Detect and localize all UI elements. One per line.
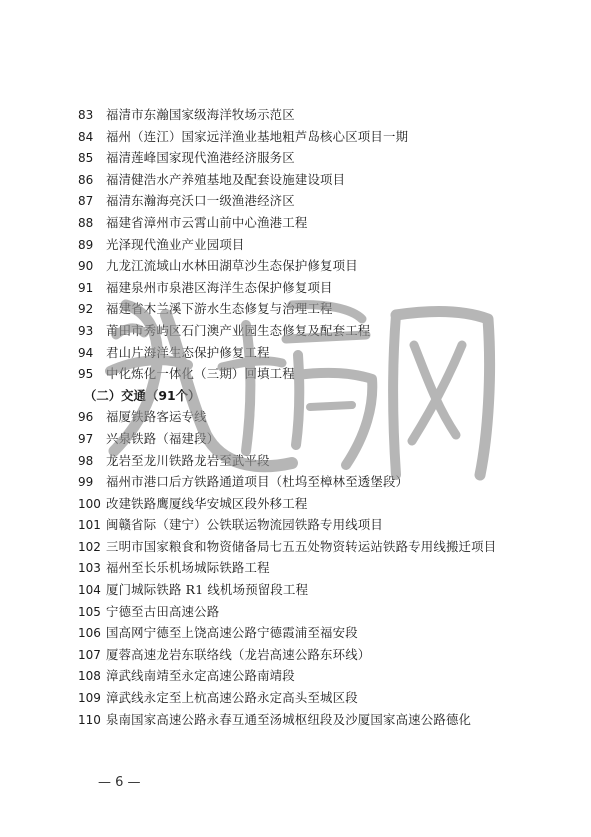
item-number: 109 xyxy=(78,691,101,706)
item-number: 87 xyxy=(78,194,94,209)
item-text: 漳武线永定至上杭高速公路永定高头至城区段 xyxy=(106,690,358,706)
list-item xyxy=(78,320,558,342)
list-item xyxy=(78,406,558,428)
project-list-part2 xyxy=(78,406,558,730)
item-number: 98 xyxy=(78,453,94,468)
item-text: 福州（连江）国家远洋渔业基地粗芦岛核心区项目一期 xyxy=(106,128,409,144)
list-item xyxy=(78,514,558,536)
item-text: 厦门城际铁路 R1 线机场预留段工程 xyxy=(106,582,309,598)
list-item xyxy=(78,493,558,515)
list-item xyxy=(78,363,558,385)
item-number: 91 xyxy=(78,280,94,295)
list-item xyxy=(78,147,558,169)
item-text: 君山片海洋生态保护修复工程 xyxy=(106,344,270,360)
item-number: 99 xyxy=(78,475,94,490)
list-item xyxy=(78,644,558,666)
item-text: 福州市港口后方铁路通道项目（杜坞至樟林至透堡段） xyxy=(106,474,409,490)
item-number: 110 xyxy=(78,712,101,727)
item-text: 泉南国家高速公路永春互通至汤城枢纽段及沙厦国家高速公路德化 xyxy=(106,711,472,727)
list-item xyxy=(78,687,558,709)
list-item xyxy=(78,169,558,191)
item-text: 福建泉州市泉港区海洋生态保护修复项目 xyxy=(106,279,333,295)
item-text: 莆田市秀屿区石门澳产业园生态修复及配套工程 xyxy=(106,322,371,338)
list-item xyxy=(78,342,558,364)
item-number: 88 xyxy=(78,215,94,230)
item-number: 93 xyxy=(78,323,94,338)
item-number: 90 xyxy=(78,259,94,274)
item-text: 兴泉铁路（福建段） xyxy=(106,430,220,446)
list-item xyxy=(78,428,558,450)
item-text: 国高网宁德至上饶高速公路宁德霞浦至福安段 xyxy=(106,625,358,641)
project-list-part1 xyxy=(78,104,558,385)
section-heading: （二）交通（91个） xyxy=(84,387,201,403)
item-text: 中化炼化一体化（三期）回填工程 xyxy=(106,366,295,382)
list-item xyxy=(78,126,558,148)
page-number: — 6 — xyxy=(98,775,141,790)
list-item xyxy=(78,471,558,493)
item-text: 福建省木兰溪下游水生态修复与治理工程 xyxy=(106,301,333,317)
item-text: 福建省漳州市云霄山前中心渔港工程 xyxy=(106,214,308,230)
list-item xyxy=(78,277,558,299)
list-item xyxy=(78,536,558,558)
item-text: 福清莲峰国家现代渔港经济服务区 xyxy=(106,150,295,166)
item-text: 光泽现代渔业产业园项目 xyxy=(106,236,245,252)
item-number: 101 xyxy=(78,518,101,533)
item-text: 宁德至古田高速公路 xyxy=(106,603,220,619)
item-text: 福清东瀚海亮沃口一级渔港经济区 xyxy=(106,193,295,209)
item-number: 105 xyxy=(78,604,101,619)
list-item xyxy=(78,557,558,579)
item-text: 龙岩至龙川铁路龙岩至武平段 xyxy=(106,452,270,468)
item-text: 九龙江流域山水林田湖草沙生态保护修复项目 xyxy=(106,258,358,274)
list-item xyxy=(78,190,558,212)
list-item xyxy=(78,665,558,687)
list-item xyxy=(78,255,558,277)
list-item xyxy=(78,622,558,644)
list-item xyxy=(78,601,558,623)
project-list xyxy=(78,104,558,730)
item-number: 96 xyxy=(78,410,94,425)
list-item xyxy=(78,450,558,472)
item-number: 85 xyxy=(78,151,94,166)
item-number: 108 xyxy=(78,669,101,684)
list-item xyxy=(78,234,558,256)
item-text: 福州至长乐机场城际铁路工程 xyxy=(106,560,270,576)
item-number: 97 xyxy=(78,431,94,446)
list-item xyxy=(78,298,558,320)
item-number: 83 xyxy=(78,108,94,122)
item-number: 86 xyxy=(78,172,94,187)
item-number: 92 xyxy=(78,302,94,317)
item-number: 84 xyxy=(78,129,94,144)
list-item xyxy=(78,579,558,601)
list-item xyxy=(78,212,558,234)
list-item xyxy=(78,104,558,126)
item-number: 94 xyxy=(78,345,94,360)
item-text: 福清市东瀚国家级海洋牧场示范区 xyxy=(106,107,295,122)
item-number: 89 xyxy=(78,237,94,252)
item-number: 104 xyxy=(78,583,101,598)
item-text: 闽赣省际（建宁）公铁联运物流园铁路专用线项目 xyxy=(106,517,383,533)
item-number: 107 xyxy=(78,647,101,662)
item-text: 漳武线南靖至永定高速公路南靖段 xyxy=(106,668,295,684)
item-text: 福清健浩水产养殖基地及配套设施建设项目 xyxy=(106,171,346,187)
item-text: 改建铁路鹰厦线华安城区段外移工程 xyxy=(106,495,308,511)
item-number: 103 xyxy=(78,561,101,576)
list-item xyxy=(78,709,558,731)
item-text: 三明市国家粮食和物资储备局七五五处物资转运站铁路专用线搬迁项目 xyxy=(106,538,497,554)
item-number: 100 xyxy=(78,496,101,511)
item-number: 106 xyxy=(78,626,101,641)
item-number: 95 xyxy=(78,367,94,382)
item-text: 厦蓉高速龙岩东联络线（龙岩高速公路东环线） xyxy=(106,646,371,662)
item-text: 福厦铁路客运专线 xyxy=(106,409,207,425)
item-number: 102 xyxy=(78,539,101,554)
